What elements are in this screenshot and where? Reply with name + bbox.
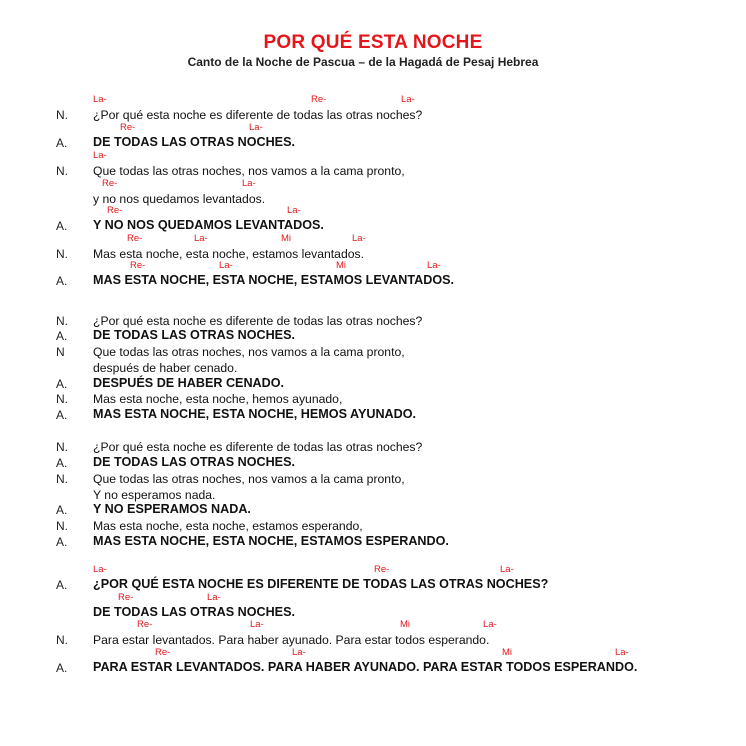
speaker-label: A. [56,136,68,150]
speaker-label: A. [56,661,68,675]
chord-mi: Mi [336,260,347,271]
lyric-line: ¿Por qué esta noche es diferente de todas las otras noches? [93,440,423,454]
speaker-label: A. [56,377,68,391]
speaker-label: N. [56,108,68,122]
chord-la: La- [194,233,208,244]
chord-re: Re- [102,178,118,189]
chord-la: La- [483,619,497,630]
chord-la: La- [292,647,306,658]
lyric-line: DE TODAS LAS OTRAS NOCHES. [93,455,295,469]
page-subtitle: Canto de la Noche de Pascua – de la Hagadá de Pesaj Hebrea [187,55,539,69]
speaker-label: N. [56,164,68,178]
chord-re: Re- [155,647,171,658]
speaker-label: N. [56,519,68,533]
speaker-label: N. [56,472,68,486]
lyric-line: MAS ESTA NOCHE, ESTA NOCHE, HEMOS AYUNADO. [93,407,417,421]
lyric-line: Y no esperamos nada. [93,488,216,502]
chord-la: La- [500,564,514,575]
speaker-label: N. [56,440,68,454]
lyric-line: Para estar levantados. Para haber ayunado. Para estar todos esperando. [93,633,490,647]
chord-la: La- [93,150,107,161]
lyric-line: DE TODAS LAS OTRAS NOCHES. [93,605,295,619]
speaker-label: A. [56,274,68,288]
chord-la: La- [242,178,256,189]
chord-re: Re- [118,592,134,603]
chord-la: La- [249,122,263,133]
lyric-line: Mas esta noche, esta noche, estamos levantados. [93,247,364,261]
chord-la: La- [93,94,107,105]
lyric-line: Mas esta noche, esta noche, hemos ayunado, [93,392,343,406]
lyric-line: ¿POR QUÉ ESTA NOCHE ES DIFERENTE DE TODAS LAS OTRAS NOCHES? [93,577,549,591]
lyric-line: PARA ESTAR LEVANTADOS. PARA HABER AYUNADO. PARA ESTAR TODOS ESPERANDO. [93,660,638,674]
lyric-line: Mas esta noche, esta noche, estamos esperando, [93,519,363,533]
chord-la: La- [250,619,264,630]
lyric-line: Y NO NOS QUEDAMOS LEVANTADOS. [93,218,324,232]
lyric-line: después de haber cenado. [93,361,238,375]
chord-la: La- [93,564,107,575]
speaker-label: N. [56,392,68,406]
chord-re: Re- [120,122,136,133]
chord-mi: Mi [281,233,292,244]
chord-re: Re- [107,205,123,216]
speaker-label: A. [56,456,68,470]
chord-la: La- [207,592,221,603]
lyric-line: Que todas las otras noches, nos vamos a la cama pronto, [93,472,405,486]
lyric-line: ¿Por qué esta noche es diferente de todas las otras noches? [93,108,423,122]
speaker-label: A. [56,219,68,233]
lyric-line: Que todas las otras noches, nos vamos a la cama pronto, [93,164,405,178]
lyric-line: Que todas las otras noches, nos vamos a la cama pronto, [93,345,405,359]
speaker-label: N. [56,314,68,328]
lyric-line: y no nos quedamos levantados. [93,192,266,206]
chord-la: La- [401,94,415,105]
chord-re: Re- [311,94,327,105]
chord-la: La- [427,260,441,271]
lyric-line: Y NO ESPERAMOS NADA. [93,502,251,516]
speaker-label: N [56,345,65,359]
chord-la: La- [287,205,301,216]
speaker-label: N. [56,633,68,647]
chord-la: La- [219,260,233,271]
lyric-line: ¿Por qué esta noche es diferente de todas las otras noches? [93,314,423,328]
chord-re: Re- [130,260,146,271]
chord-la: La- [615,647,629,658]
lyric-line: MAS ESTA NOCHE, ESTA NOCHE, ESTAMOS LEVANTADOS. [93,273,455,287]
speaker-label: A. [56,578,68,592]
speaker-label: N. [56,247,68,261]
lyric-line: DE TODAS LAS OTRAS NOCHES. [93,328,295,342]
chord-mi: Mi [400,619,411,630]
lyric-line: MAS ESTA NOCHE, ESTA NOCHE, ESTAMOS ESPERANDO. [93,534,449,548]
chord-re: Re- [127,233,143,244]
page-title: POR QUÉ ESTA NOCHE [263,32,483,53]
speaker-label: A. [56,329,68,343]
chord-re: Re- [137,619,153,630]
chord-re: Re- [374,564,390,575]
speaker-label: A. [56,535,68,549]
lyric-line: DE TODAS LAS OTRAS NOCHES. [93,135,295,149]
speaker-label: A. [56,408,68,422]
chord-mi: Mi [502,647,513,658]
speaker-label: A. [56,503,68,517]
chord-la: La- [352,233,366,244]
lyric-line: DESPUÉS DE HABER CENADO. [93,376,285,390]
